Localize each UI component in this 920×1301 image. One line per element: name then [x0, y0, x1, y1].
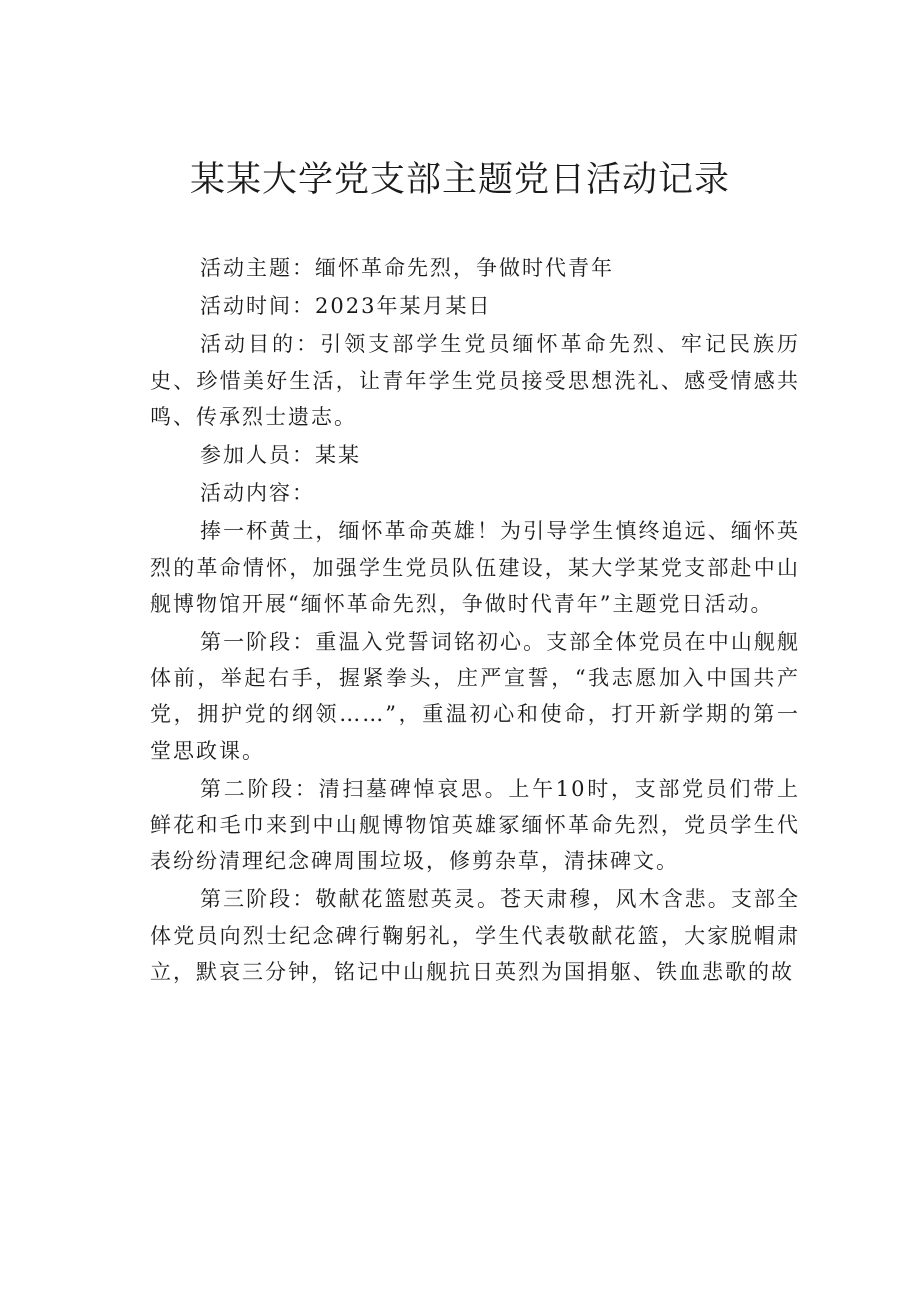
paragraph-theme: 活动主题：缅怀革命先烈，争做时代青年: [200, 256, 614, 280]
document-title: 某某大学党支部主题党日活动记录: [189, 160, 730, 200]
paragraph-stage-two: 第二阶段：清扫墓碑悼哀思。上午10时，支部党员们带上鲜花和毛巾来到中山舰博物馆英雄冢缅怀革命先烈，党员学生代表纷纷清理纪念碑周围垃圾，修剪杂草，清抹碑文。: [150, 776, 800, 874]
paragraph-time: 活动时间：2023年某月某日: [200, 294, 492, 319]
paragraph-stage-one: 第一阶段：重温入党誓词铭初心。支部全体党员在中山舰舰体前，举起右手，握紧拳头，庄严宣誓，“我志愿加入中国共产党，拥护党的纲领……”，重温初心和使命，打开新学期的第一堂思政课。: [150, 630, 800, 763]
paragraph-intro: 捧一杯黄土，缅怀革命英雄！为引导学生慎终追远、缅怀英烈的革命情怀，加强学生党员队伍建设，某大学某党支部赴中山舰博物馆开展“缅怀革命先烈，争做时代青年”主题党日活动。: [150, 519, 800, 616]
paragraph-content-heading: 活动内容：: [200, 481, 315, 506]
paragraph-stage-three: 第三阶段：敬献花篮慰英灵。苍天肃穆，风木含悲。支部全体党员向烈士纪念碑行鞠躬礼，学生代表敬献花篮，大家脱帽肃立，默哀三分钟，铭记中山舰抗日英烈为国捐躯、铁血悲歌的故: [150, 887, 800, 984]
document-body: [150, 250, 800, 990]
paragraph-participants: 参加人员：某某: [200, 443, 361, 468]
paragraph-purpose: 活动目的：引领支部学生党员缅怀革命先烈、牢记民族历史、珍惜美好生活，让青年学生党员接受思想洗礼、感受情感共鸣、传承烈士遗志。: [150, 332, 800, 429]
